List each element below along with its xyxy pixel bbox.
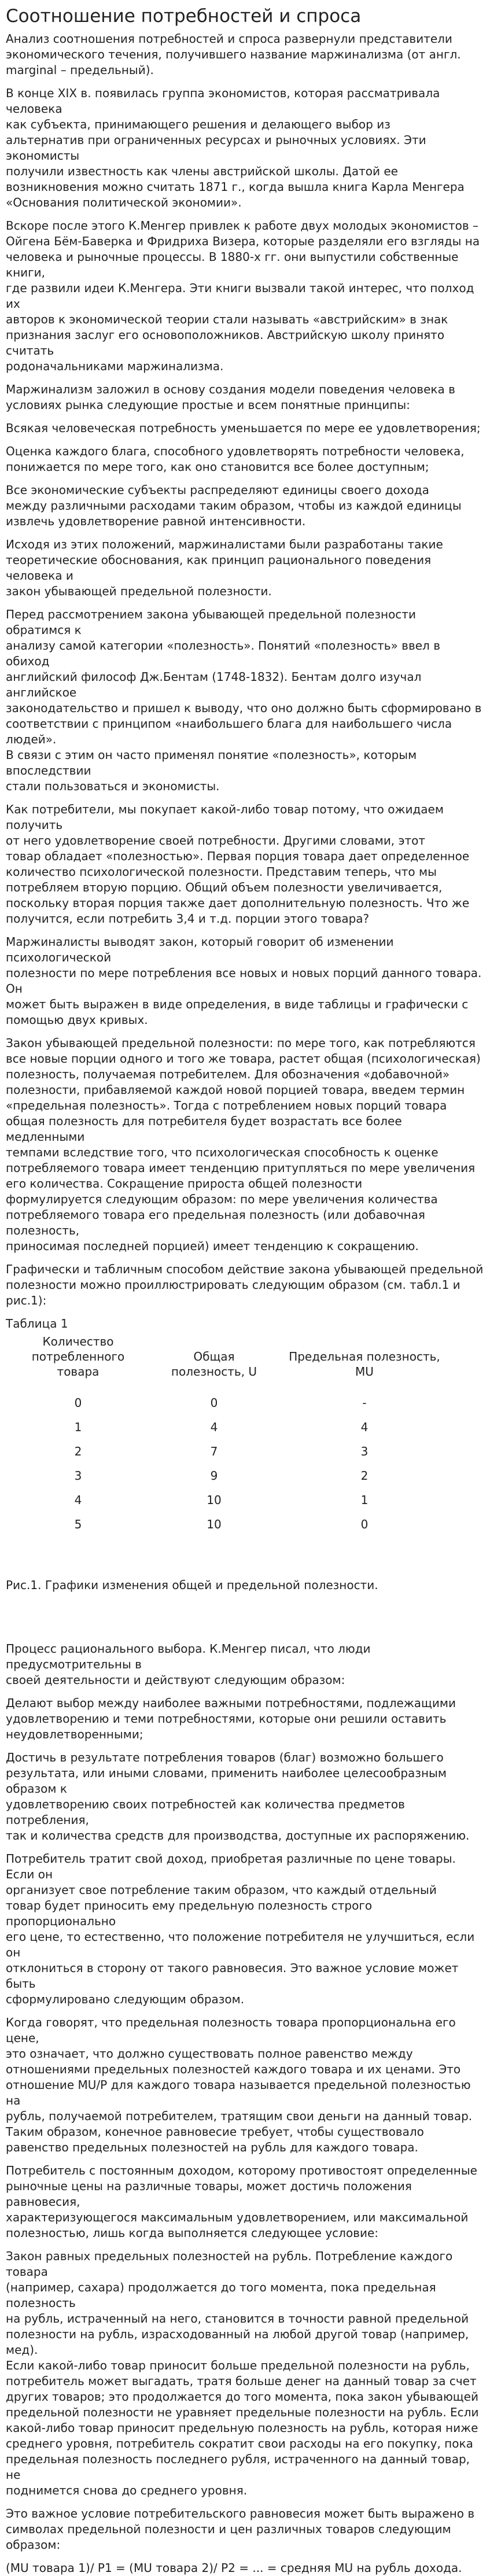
table-cell: 4: [210, 1420, 218, 1434]
table-header-row: [6, 1334, 457, 1391]
table-cell: 10: [207, 1517, 222, 1531]
paragraph: Маржинализм заложил в основу создания модели поведения человека в условиях рынка следующие простые и всем понятные принципы:: [6, 382, 455, 412]
table-cell: 7: [210, 1444, 218, 1458]
paragraph: Перед рассмотрением закона убывающей предельной полезности обратимся к анализу самой категории «полезность». Понятий «полезность» ввел в обиход английский философ Дж.Бентам (1748-1832). Бентам долго изучал английское законодательство и пришел к выводу, что оно должно быть сформировано в соответствии с принципом «наибольшего блага для наибольшего числа людей». В связи с этим он часто применял понятие «полезность», которым впоследствии стали пользоваться и экономисты.: [6, 607, 482, 793]
table-cell: 5: [74, 1517, 82, 1531]
paragraph: Процесс рационального выбора. К.Менгер писал, что люди предусмотрительны в своей деятельности и действуют следующим образом:: [6, 1642, 371, 1687]
table-cell: 1: [74, 1420, 82, 1434]
figure-caption: Рис.1. Графики изменения общей и предельной полезности.: [6, 1578, 378, 1592]
table-row: [6, 1439, 457, 1464]
table-header: Количество потребленного товара: [31, 1335, 125, 1379]
table-cell: 9: [210, 1469, 218, 1483]
paragraph: Как потребители, мы покупает какой-либо товар потому, что ожидаем получить от него удовлетворение своей потребности. Другими словами, этот товар обладает «полезностью». Первая порция товара дает определенное количество психологической полезности. Представим теперь, что мы потребляем вторую порцию. Общий объем полезности увеличивается, поскольку вторая порция также дает дополнительную полезность. Что же получится, если потребить 3,4 и т.д. порции этого товара?: [6, 802, 470, 926]
paragraph: Закон равных предельных полезностей на рубль. Потребление каждого товара (например, сахара) продолжается до того момента, пока предельная полезность на рубль, истраченный на него, становится в точности равной предельной полезности на рубль, израсходованный на любой другой товар (например, мед). Если какой-либо товар приносит больше предельной полезности на рубль, потребитель может выгадать, тратя больше денег на данный товар за счет других товаров; это продолжается до того момента, пока закон убывающей предельной полезности не уравняет предельные полезности на рубль. Если какой-либо товар приносит предельную полезность на рубль, которая ниже среднего уровня, потребитель сократит свои расходы на его покупку, пока предельная полезность последнего рубля, истраченного на данный товар, не поднимется снова до среднего уровня.: [6, 2249, 479, 2497]
table-header: Общая полезность, U: [171, 1350, 257, 1379]
table-cell: 2: [360, 1469, 369, 1483]
intro-section: [6, 31, 484, 1309]
formula: (MU товара 1)/ P1 = (MU товара 2)/ P2 = ... = средняя MU на рубль дохода.: [6, 2561, 462, 2575]
table-header: Предельная полезность, MU: [289, 1350, 440, 1379]
table-row: [6, 1391, 457, 1415]
paragraph: Закон убывающей предельной полезности: по мере того, как потребляются все новые порции одного и того же товара, растет общая (психологическая) полезность, получаемая потребителем. Для обозначения «добавочной» полезности, прибавляемой каждой новой порцией товара, введем термин «предельная полезность». Тогда с потреблением новых порций товара общая полезность для потребителя будет возрастать все более медленными темпами вследствие того, что психологическая способность к оценке потребляемого товара имеет тенденцию притупляться по мере увеличения его количества. Сокращение прироста общей полезности формулируется следующим образом: по мере увеличения количества потребляемого товара его предельная полезность (или добавочная полезность, приносимая последней порцией) имеет тенденцию к сокращению.: [6, 1036, 481, 1253]
table-cell: 2: [74, 1444, 82, 1458]
paragraph: Потребитель тратит свой доход, приобретая различные по цене товары. Если он организует свое потребление таким образом, что каждый отдельный товар будет приносить ему предельную полезность строго пропорционально его цене, то естественно, что положение потребителя не улучшиться, если он отклониться в сторону от такого равновесия. Это важное условие может быть сформулировано следующим образом.: [6, 1852, 475, 2006]
paragraph: Исходя из этих положений, маржиналистами были разработаны такие теоретические обоснования, как принцип рационального поведения человека и закон убывающей предельной полезности.: [6, 537, 443, 598]
table-cell: 1: [360, 1493, 369, 1507]
paragraph: Это важное условие потребительского равновесия может быть выражено в символах предельной полезности и цен различных товаров следующим образом:: [6, 2507, 475, 2552]
table-row: [6, 1464, 457, 1488]
table-caption: Таблица 1: [6, 1317, 68, 1331]
paragraph: Маржиналисты выводят закон, который говорит об изменении психологической полезности по мере потребления все новых и новых порций данного товара. Он может быть выражен в виде определения, в виде таблицы и графически с помощью двух кривых.: [6, 935, 482, 1027]
spacer: [6, 1601, 484, 1641]
table-row: [6, 1415, 457, 1439]
table-cell: -: [362, 1396, 367, 1410]
list-item: Оценка каждого блага, способного удовлетворять потребности человека, понижается по мере того, как оно становится все более доступным;: [6, 444, 465, 474]
paragraph: Анализ соотношения потребностей и спроса развернули представители экономического течения, получившего название маржинализма (от англ. marginal – предельный).: [6, 32, 461, 77]
list-item: Всякая человеческая потребность уменьшается по мере ее удовлетворения;: [6, 421, 481, 435]
table-cell: 0: [210, 1396, 218, 1410]
table-cell: 0: [74, 1396, 82, 1410]
table-cell: 4: [74, 1493, 82, 1507]
paragraph: Графически и табличным способом действие закона убывающей предельной полезности можно проиллюстрировать следующим образом (см. табл.1 и рис.1):: [6, 1262, 484, 1307]
page-title: Соотношение потребностей и спроса: [6, 6, 362, 27]
table-row: [6, 1488, 457, 1512]
table-cell: 3: [74, 1469, 82, 1483]
list-item: Делают выбор между наиболее важными потребностями, подлежащими удовлетворению и теми потребностями, которые они решили оставить неудовлетворенными;: [6, 1696, 456, 1741]
paragraph: Когда говорят, что предельная полезность товара пропорциональна его цене, это означает, что должно существовать полное равенство между отношениями предельных полезностей каждого товара и их ценами. Это отношение MU/P для каждого товара называется предельной полезностью на рубль, получаемой потребителем, тратящим свои деньги на данный товар. Таким образом, конечное равновесие требует, чтобы существовало равенство предельных полезностей на рубль для каждого товара.: [6, 2015, 473, 2154]
list-item: Все экономические субъекты распределяют единицы своего дохода между различными расходами таким образом, чтобы из каждой единицы извлечь удовлетворение равной интенсивности.: [6, 483, 462, 528]
list-item: Достичь в результате потребления товаров (благ) возможно большего результата, или иными словами, применить наиболее целесообразным образом к удовлетворению своих потребностей как количества предметов потребления, так и количества средств для производства, доступные их распоряжению.: [6, 1750, 470, 1842]
paragraph: В конце XIX в. появилась группа экономистов, которая рассматривала человека как субъекта, принимающего решения и делающего выбор из альтернатив при ограниченных ресурсах и рыночных условиях. Эти экономисты получили известность как члены австрийской школы. Датой ее возникновения можно считать 1871 г., когда вышла книга Карла Менгера «Основания политической экономии».: [6, 86, 465, 209]
table-cell: 3: [360, 1444, 369, 1458]
figure-placeholder: [6, 1546, 484, 1578]
table-cell: 0: [360, 1517, 369, 1531]
utility-table: [6, 1334, 457, 1536]
table-cell: 4: [360, 1420, 369, 1434]
table-row: [6, 1512, 457, 1536]
paragraph: Вскоре после этого К.Менгер привлек к работе двух молодых экономистов – Ойгена Бём-Баверка и Фридриха Визера, которые разделяли его взгляды на человека и рыночные процессы. В 1880-х гг. они выпустили собственные книги, где развили идеи К.Менгера. Эти книги вызвали такой интерес, что полход их авторов к экономической теории стали называть «австрийским» в знак признания заслуг его основоположников. Австрийскую школу принято считать родоначальниками маржинализма.: [6, 219, 480, 373]
rational-choice-section: [6, 1641, 484, 2576]
table-cell: 10: [207, 1493, 222, 1507]
paragraph: Потребитель с постоянным доходом, которому противостоят определенные рыночные цены на различные товары, может достичь положения равновесия, характеризующегося максимальным удовлетворением, или максимальной полезностью, лишь когда выполняется следующее условие:: [6, 2164, 477, 2240]
